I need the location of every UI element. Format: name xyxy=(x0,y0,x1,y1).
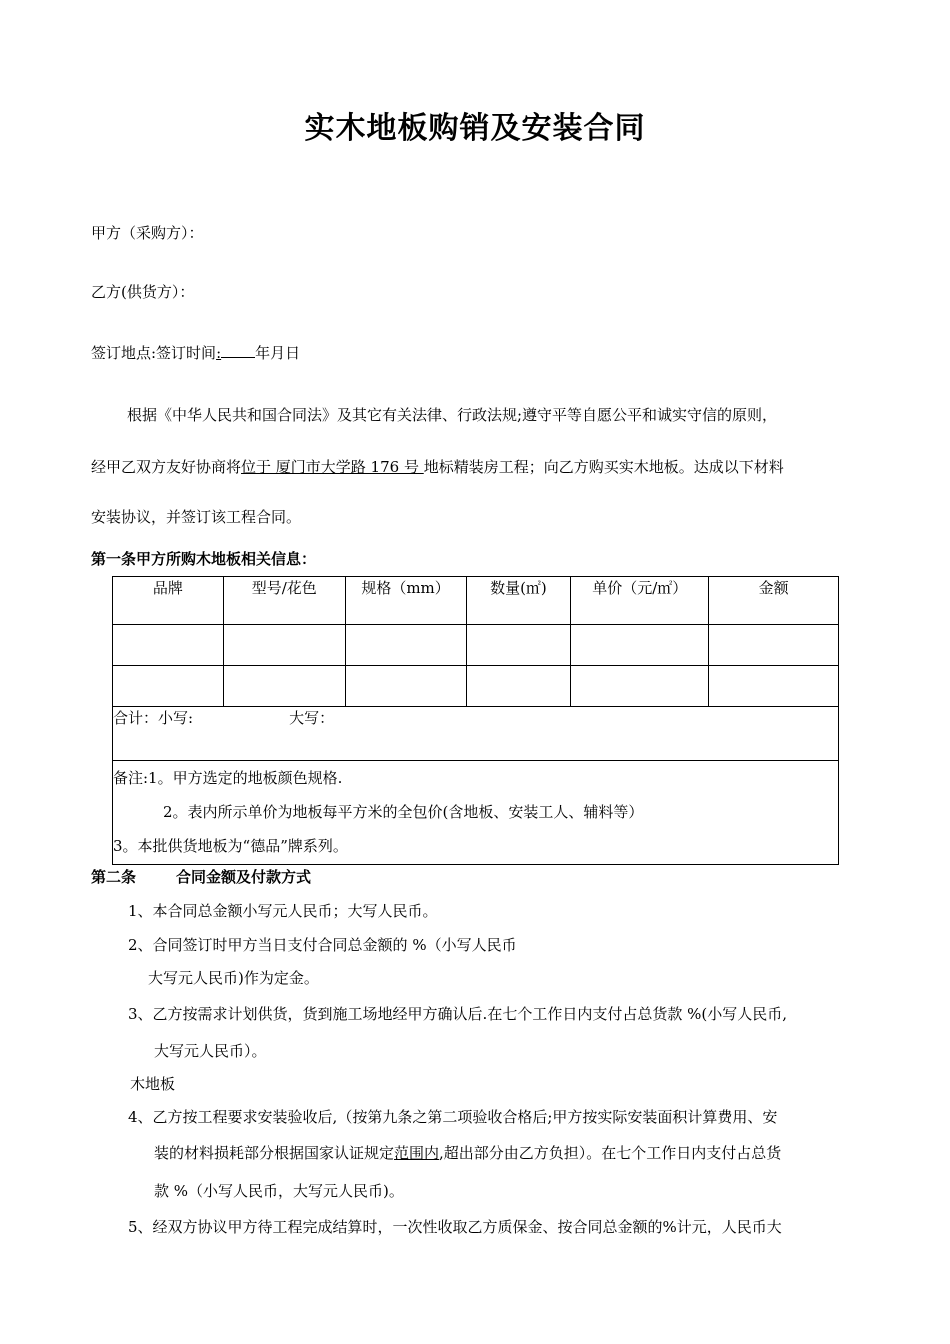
intro-line-3: 安装协议，并签订该工程合同。 xyxy=(91,508,302,526)
party-a-label: 甲方（采购方）： xyxy=(91,224,204,242)
header-quantity: 数量(㎡) xyxy=(466,577,571,625)
header-model-color: 型号/花色 xyxy=(223,577,345,625)
clause-2-line-2: 大写元人民币)作为定金。 xyxy=(148,969,319,987)
article-1-heading: 第一条甲方所购木地板相关信息： xyxy=(91,550,317,568)
table-row xyxy=(113,666,839,707)
intro-text-b: 地标精装房工程；向乙方购买实木地板。达成以下材料 xyxy=(423,458,784,476)
signing-colon: : xyxy=(216,344,222,362)
article-2-title: 合同金额及付款方式 xyxy=(176,868,312,886)
clause-4-line-2 xyxy=(154,1142,781,1163)
notes-cell xyxy=(113,761,839,865)
article-2-number: 第二条 xyxy=(91,868,137,886)
note-1: 备注:1。甲方选定的地板颜色规格. xyxy=(113,769,343,787)
clause-4-range: 范围内 xyxy=(394,1144,440,1162)
intro-line-1: 根据《中华人民共和国合同法》及其它有关法律、行政法规;遵守平等自愿公平和诚实守信的原则， xyxy=(127,406,778,424)
table-notes-row xyxy=(113,761,839,865)
total-big-label: 大写： xyxy=(289,709,335,727)
signing-blank xyxy=(221,343,255,358)
clause-2-line-1: 2、合同签订时甲方当日支付合同总金额的 %（小写人民币 xyxy=(128,936,517,954)
table-cell[interactable] xyxy=(113,666,224,707)
table-cell[interactable] xyxy=(466,625,571,666)
clause-4-text-a: 装的材料损耗部分根据国家认证规定 xyxy=(154,1144,395,1162)
document-title: 实木地板购销及安装合同 xyxy=(304,111,646,146)
table-cell[interactable] xyxy=(345,666,466,707)
total-cell[interactable] xyxy=(113,707,839,761)
wood-floor-label: 木地板 xyxy=(130,1075,176,1093)
table-header-row xyxy=(113,577,839,625)
clause-5-line-1: 5、经双方协议甲方待工程完成结算时，一次性收取乙方质保金、按合同总金额的%计元，人民币大 xyxy=(128,1218,782,1236)
table-cell[interactable] xyxy=(113,625,224,666)
table-row xyxy=(113,625,839,666)
flooring-info-table xyxy=(112,576,839,865)
header-unit-price: 单价（元/㎡） xyxy=(571,577,709,625)
clause-4-line-3: 款 %（小写人民币，大写元人民币)。 xyxy=(154,1182,404,1200)
intro-text-a: 经甲乙双方友好协商将 xyxy=(91,458,242,476)
clause-4-text-b: ,超出部分由乙方负担）。在七个工作日内支付占总货 xyxy=(439,1144,782,1162)
signing-place-time-label: 签订地点:签订时间 xyxy=(91,344,217,362)
clause-4-line-1: 4、乙方按工程要求安装验收后,（按第九条之第二项验收合格后;甲方按实际安装面积计算费用、安 xyxy=(128,1108,778,1126)
clause-3-line-1: 3、乙方按需求计划供货，货到施工场地经甲方确认后.在七个工作日内支付占总货款 %(小写人民币, xyxy=(128,1005,787,1023)
header-amount: 金额 xyxy=(709,577,839,625)
clause-1: 1、本合同总金额小写元人民币；大写人民币。 xyxy=(128,902,438,920)
note-3: 3。本批供货地板为“德品”牌系列。 xyxy=(113,837,348,855)
party-b-label: 乙方(供货方）： xyxy=(91,283,195,301)
project-location: 位于 厦门市大学路 176 号 xyxy=(241,458,424,476)
table-cell[interactable] xyxy=(709,625,839,666)
clause-3-line-2: 大写元人民币）。 xyxy=(154,1042,267,1060)
signing-date-label: 年月日 xyxy=(255,344,301,362)
table-cell[interactable] xyxy=(709,666,839,707)
table-cell[interactable] xyxy=(345,625,466,666)
total-small-label: 合计：小写: xyxy=(113,709,194,727)
intro-line-2 xyxy=(91,456,784,477)
header-brand: 品牌 xyxy=(113,577,224,625)
table-cell[interactable] xyxy=(571,625,709,666)
table-cell[interactable] xyxy=(223,625,345,666)
note-2: 2。表内所示单价为地板每平方米的全包价(含地板、安装工人、辅料等） xyxy=(163,803,644,821)
header-spec: 规格（mm） xyxy=(345,577,466,625)
table-cell[interactable] xyxy=(571,666,709,707)
table-total-row xyxy=(113,707,839,761)
table-cell[interactable] xyxy=(466,666,571,707)
table-cell[interactable] xyxy=(223,666,345,707)
article-2-heading xyxy=(91,866,311,887)
signing-info xyxy=(91,342,300,363)
